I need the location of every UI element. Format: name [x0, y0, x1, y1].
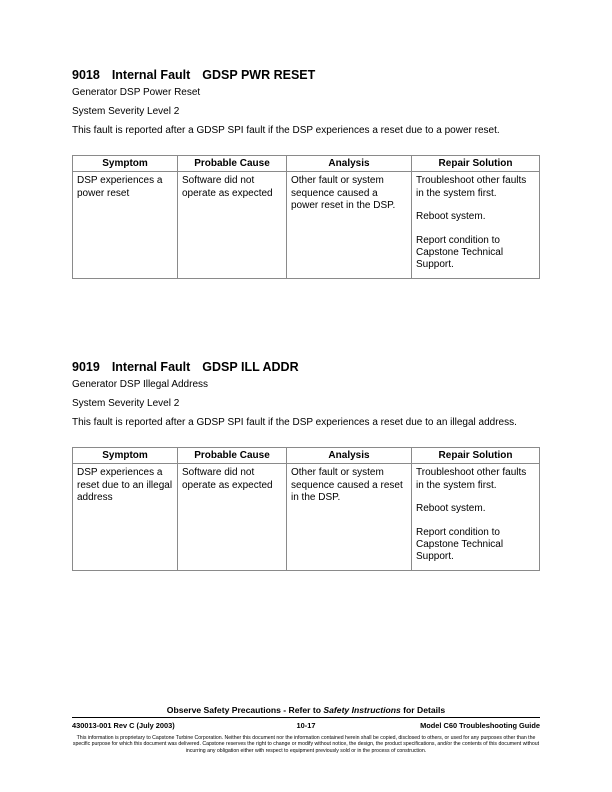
fault-table [72, 155, 540, 279]
fault-category: Internal Fault [111, 68, 191, 82]
table-row [73, 172, 540, 278]
header-analysis: Analysis [287, 156, 412, 172]
fault-table [72, 447, 540, 571]
safety-suffix: for Details [400, 705, 446, 715]
fault-section-9019 [72, 360, 540, 571]
safety-instructions-reference: Safety Instructions [323, 705, 401, 715]
fault-severity: System Severity Level 2 [72, 398, 180, 409]
guide-title: Model C60 Troubleshooting Guide [420, 721, 540, 730]
header-probable-cause: Probable Cause [178, 156, 287, 172]
fault-description: Generator DSP Illegal Address [72, 379, 209, 390]
cell-analysis: Other fault or system sequence caused a power reset in the DSP. [287, 172, 412, 278]
cell-probable-cause: Software did not operate as expected [178, 464, 287, 570]
header-repair-solution: Repair Solution [412, 156, 540, 172]
repair-step: Reboot system. [416, 503, 486, 515]
cell-analysis: Other fault or system sequence caused a reset in the DSP. [287, 464, 412, 570]
fault-code: 9018 [72, 68, 100, 82]
fault-name: GDSP ILL ADDR [202, 360, 299, 374]
header-probable-cause: Probable Cause [178, 448, 287, 464]
fault-code: 9019 [72, 360, 100, 374]
header-symptom: Symptom [73, 448, 178, 464]
cell-repair-solution [412, 172, 540, 278]
table-header-row [73, 156, 540, 172]
fault-description: Generator DSP Power Reset [72, 87, 201, 98]
repair-step: Troubleshoot other faults in the system first. [416, 175, 527, 199]
safety-notice [0, 705, 612, 715]
fault-category: Internal Fault [111, 360, 191, 374]
safety-prefix: Observe Safety Precautions - Refer to [166, 705, 324, 715]
cell-probable-cause: Software did not operate as expected [178, 172, 287, 278]
cell-symptom: DSP experiences a reset due to an illegal address [73, 464, 178, 570]
repair-step: Troubleshoot other faults in the system first. [416, 467, 527, 491]
fault-summary: This fault is reported after a GDSP SPI fault if the DSP experiences a reset due to an illegal address. [72, 417, 517, 428]
header-analysis: Analysis [287, 448, 412, 464]
table-row [73, 464, 540, 570]
header-repair-solution: Repair Solution [412, 448, 540, 464]
fault-severity: System Severity Level 2 [72, 106, 180, 117]
header-symptom: Symptom [73, 156, 178, 172]
fault-section-9018 [72, 68, 540, 279]
cell-repair-solution [412, 464, 540, 570]
table-header-row [73, 448, 540, 464]
fault-heading [72, 68, 540, 82]
repair-step: Reboot system. [416, 211, 486, 223]
fault-name: GDSP PWR RESET [202, 68, 316, 82]
repair-step: Report condition to Capstone Technical Support. [416, 234, 504, 271]
footer-divider [72, 717, 540, 718]
fault-summary: This fault is reported after a GDSP SPI fault if the DSP experiences a reset due to a power reset. [72, 125, 500, 136]
repair-step: Report condition to Capstone Technical Support. [416, 526, 504, 563]
cell-symptom: DSP experiences a power reset [73, 172, 178, 278]
document-id: 430013-001 Rev C (July 2003) [72, 721, 175, 730]
proprietary-notice: This information is proprietary to Capstone Turbine Corporation. Neither this document nor the information contained herein shall be copied, disclosed to others, or used for any purposes other than the specific purpose for which this document was delivered. Capstone reserves the right to change or modify without notice, the design, the product specifications, and/or the contents of this document without incurring any obligation either with respect to equipment previously sold or in the process of construction. [72, 735, 540, 754]
page-number: 10-17 [296, 721, 316, 730]
fault-heading [72, 360, 540, 374]
